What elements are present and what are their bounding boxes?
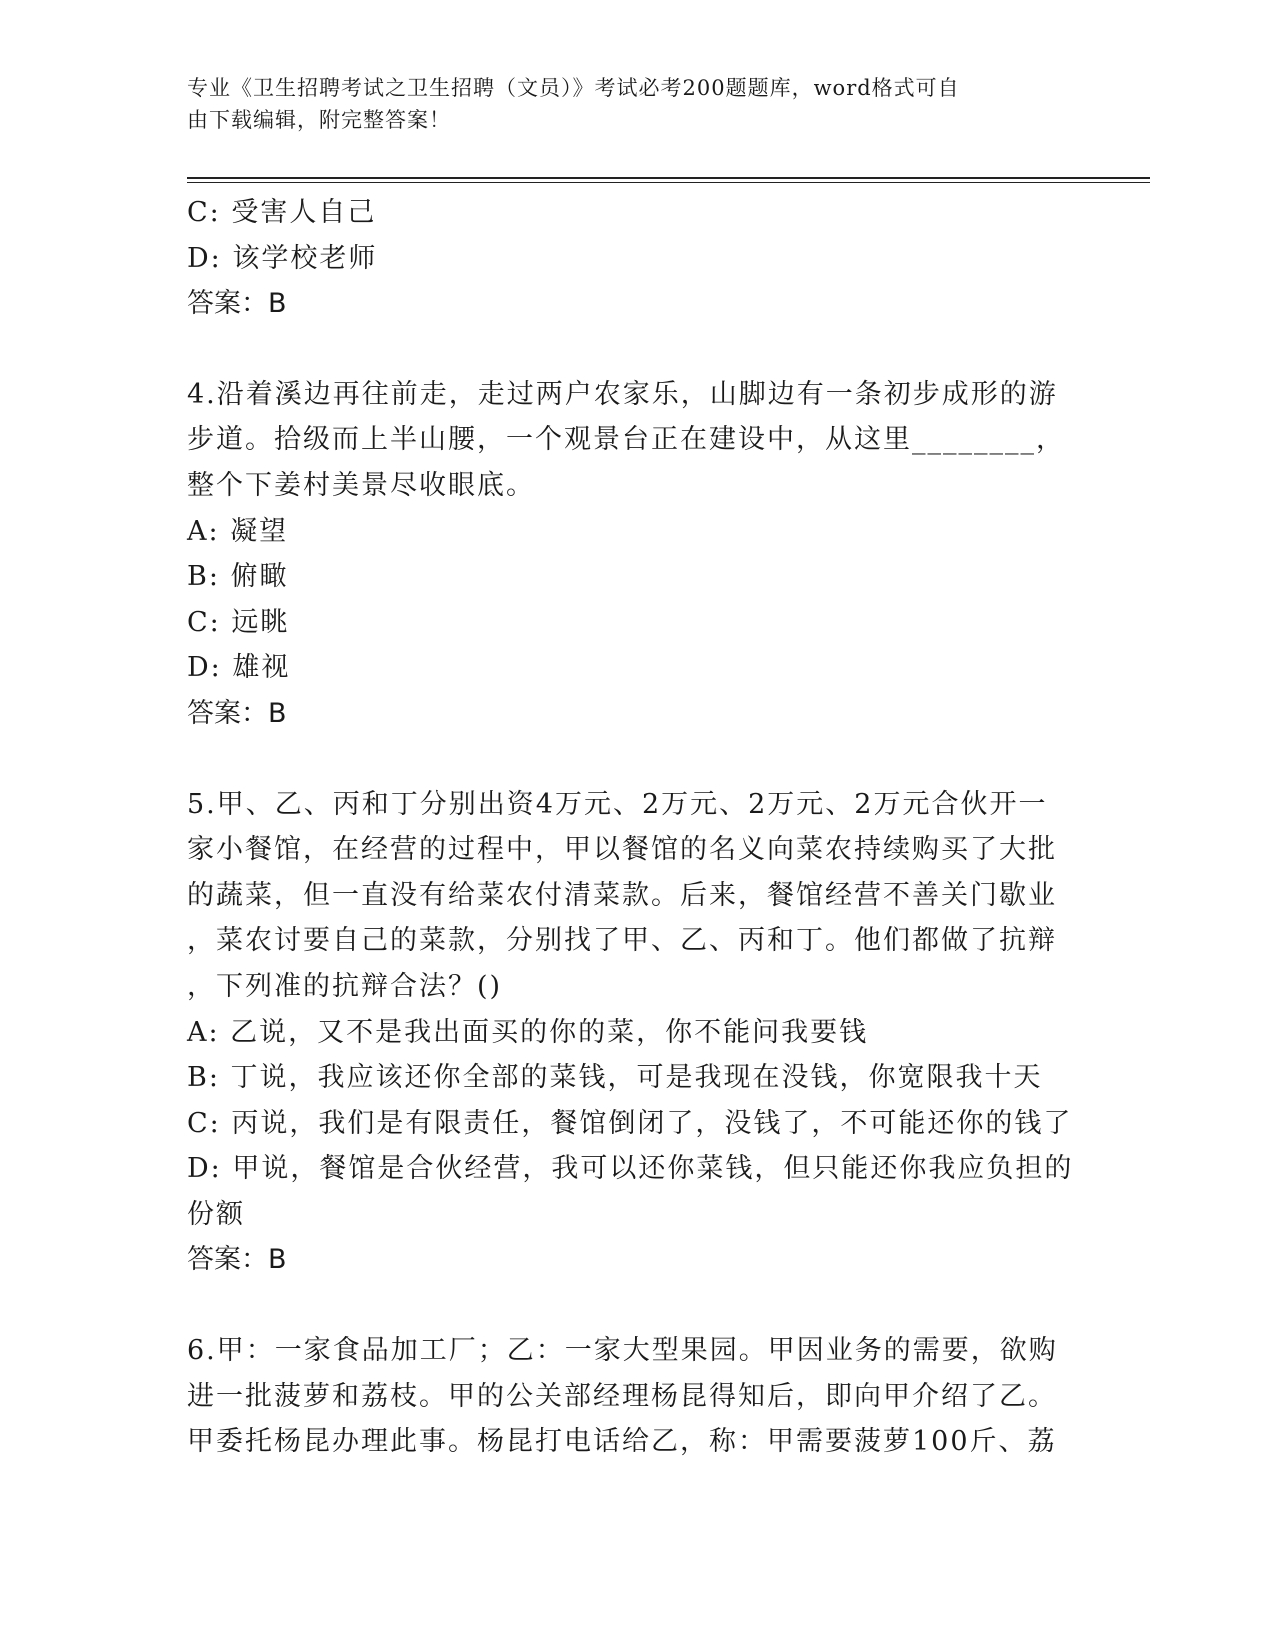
- option-d: D: 雄视: [187, 652, 291, 684]
- header-rule: [187, 177, 1150, 179]
- document-header: [187, 72, 1067, 136]
- option-d: D: 甲说，餐馆是合伙经营，我可以还你菜钱，但只能还你我应负担的: [187, 1153, 1074, 1185]
- option-b: B: 丁说，我应该还你全部的菜钱，可是我现在没钱，你宽限我十天: [187, 1062, 1043, 1094]
- question-stem-line: 6.甲：一家食品加工厂；乙：一家大型果园。甲因业务的需要，欲购: [187, 1335, 1058, 1367]
- option-a: A: 乙说，又不是我出面买的你的菜，你不能问我要钱: [187, 1016, 869, 1048]
- question-stem-line: ，下列准的抗辩合法？(): [187, 970, 503, 1002]
- question-stem-line: 的蔬菜，但一直没有给菜农付清菜款。后来，餐馆经营不善关门歇业: [187, 879, 1057, 911]
- question-stem-line: 进一批菠萝和荔枝。甲的公关部经理杨昆得知后，即向甲介绍了乙。: [187, 1380, 1057, 1412]
- question-stem-line: 甲委托杨昆办理此事。杨昆打电话给乙，称：甲需要菠萝100斤、荔: [187, 1426, 1057, 1458]
- option-d-continued: 份额: [187, 1198, 245, 1230]
- question-content: [187, 190, 1087, 1465]
- option-c: C: 丙说，我们是有限责任，餐馆倒闭了，没钱了，不可能还你的钱了: [187, 1107, 1073, 1139]
- option-b: B: 俯瞰: [187, 561, 289, 593]
- option-c: C: 受害人自己: [187, 197, 377, 228]
- header-line: 由下载编辑，附完整答案！: [187, 108, 451, 132]
- header-line: 专业《卫生招聘考试之卫生招聘（文员）》考试必考200题题库，word格式可自: [187, 76, 960, 100]
- question-4: [187, 372, 1087, 737]
- question-stem-line: 步道。拾级而上半山腰，一个观景台正在建设中，从这里________，: [187, 424, 1065, 456]
- header-rule: [187, 182, 1150, 183]
- question-stem-line: 整个下姜村美景尽收眼底。: [187, 469, 535, 501]
- question-5: [187, 782, 1087, 1284]
- answer-line: 答案：B: [187, 697, 287, 729]
- option-d: D: 该学校老师: [187, 242, 378, 274]
- question-stem-line: 4.沿着溪边再往前走，走过两户农家乐，山脚边有一条初步成形的游: [187, 378, 1058, 410]
- answer-line: 答案：B: [187, 288, 287, 320]
- question-stem-line: 5.甲、乙、丙和丁分别出资4万元、2万元、2万元、2万元合伙开一: [187, 788, 1048, 820]
- question-6: [187, 1328, 1087, 1465]
- option-c: C: 远眺: [187, 606, 290, 638]
- option-a: A: 凝望: [187, 515, 289, 547]
- question-stem-line: 家小餐馆，在经营的过程中，甲以餐馆的名义向菜农持续购买了大批: [187, 834, 1057, 866]
- question-stem-line: ，菜农讨要自己的菜款，分别找了甲、乙、丙和丁。他们都做了抗辩: [187, 925, 1057, 957]
- answer-line: 答案：B: [187, 1244, 287, 1276]
